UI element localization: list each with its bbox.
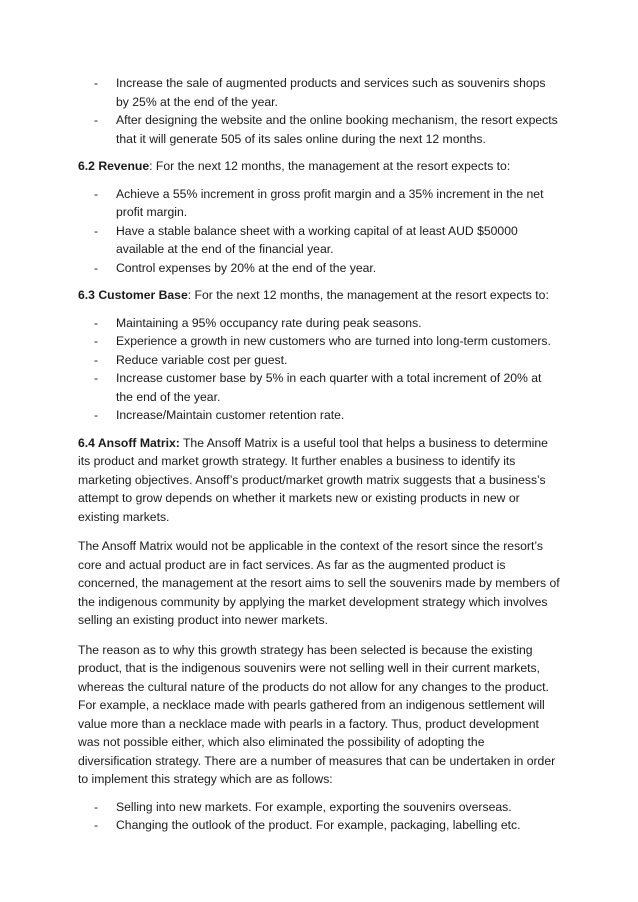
- list-item: [78, 816, 560, 835]
- revenue-heading: 6.2 Revenue: [78, 159, 150, 173]
- bullet-dash: -: [94, 186, 99, 201]
- list-item-text: Increase customer base by 5% in each quarter with a total increment of 20% at the end of the year.: [116, 371, 542, 404]
- customer-base-heading: 6.3 Customer Base: [78, 288, 188, 302]
- bullet-list-customer: [78, 314, 560, 425]
- bullet-list-revenue: [78, 185, 560, 278]
- list-item-text: Changing the outlook of the product. For example, packaging, labelling etc.: [116, 818, 521, 832]
- bullet-list-measures: [78, 798, 560, 835]
- list-item-text: Experience a growth in new customers who are turned into long-term customers.: [116, 334, 551, 348]
- bullet-dash: -: [94, 260, 99, 275]
- bullet-dash: -: [94, 223, 99, 238]
- list-item-text: Increase the sale of augmented products and services such as souvenirs shops by 25% at the end of the year.: [116, 76, 546, 109]
- list-item: [78, 259, 560, 278]
- list-item-text: After designing the website and the online booking mechanism, the resort expects that it will generate 505 of its sales online during the next 12 months.: [116, 113, 558, 146]
- revenue-text: : For the next 12 months, the management at the resort expects to:: [149, 159, 511, 173]
- list-item-text: Reduce variable cost per guest.: [116, 352, 288, 367]
- list-item-text: Increase/Maintain customer retention rate.: [116, 408, 345, 422]
- revenue-paragraph: [78, 157, 560, 176]
- bullet-dash: -: [94, 113, 99, 127]
- list-item-text: Maintaining a 95% occupancy rate during peak seasons.: [116, 315, 422, 330]
- document-page: [78, 74, 560, 835]
- customer-base-text: : For the next 12 months, the management at the resort expects to:: [187, 288, 549, 302]
- list-item: [78, 798, 560, 817]
- bullet-dash: -: [94, 818, 99, 832]
- bullet-dash: -: [94, 334, 99, 348]
- bullet-dash: -: [94, 371, 99, 385]
- list-item: [78, 406, 560, 425]
- list-item: [78, 74, 560, 111]
- bullet-dash: -: [94, 799, 99, 814]
- list-item: [78, 332, 560, 351]
- bullet-dash: -: [94, 76, 99, 90]
- list-item: [78, 369, 560, 406]
- bullet-dash: -: [94, 315, 99, 330]
- ansoff-applicability-paragraph: The Ansoff Matrix would not be applicable in the context of the resort since the resort’s core and actual product are in fact services. As far as the augmented product is concerned, the management at the resort aims to sell the souvenirs made by members of the indigenous community by applying the market development strategy which involves selling an existing product into newer markets.: [78, 539, 560, 627]
- customer-base-paragraph: [78, 286, 560, 305]
- list-item-text: Control expenses by 20% at the end of the year.: [116, 260, 377, 275]
- ansoff-text: The Ansoff Matrix is a useful tool that helps a business to determine its product and market growth strategy. It further enables a business to identify its marketing objectives. Ansoff’s product/market growth matrix suggests that a business’s attempt to grow depends on whether it markets new or existing products in new or existing markets.: [78, 435, 548, 524]
- list-item-text: Achieve a 55% increment in gross profit margin and a 35% increment in the net profit margin.: [116, 186, 544, 219]
- list-item: [78, 111, 560, 148]
- ansoff-paragraph: [78, 434, 560, 527]
- bullet-dash: -: [94, 408, 99, 422]
- list-item: [78, 314, 560, 333]
- list-item: [78, 185, 560, 222]
- bullet-list-sales: [78, 74, 560, 148]
- strategy-reason-paragraph: The reason as to why this growth strategy has been selected is because the existing product, that is the indigenous souvenirs were not selling well in their current markets, whereas the cultural nature of the products do not allow for any changes to the product. For example, a necklace made with pearls gathered from an indigenous settlement will value more than a necklace made with pearls in a factory. Thus, product development was not possible either, which also eliminated the possibility of adopting the diversification strategy. There are a number of measures that can be undertaken in order to implement this strategy which are as follows:: [78, 642, 556, 786]
- list-item-text: Selling into new markets. For example, exporting the souvenirs overseas.: [116, 799, 512, 814]
- list-item: [78, 351, 560, 370]
- list-item: [78, 222, 560, 259]
- ansoff-heading: 6.4 Ansoff Matrix:: [78, 435, 180, 450]
- list-item-text: Have a stable balance sheet with a working capital of at least AUD $50000 available at the end of the financial year.: [116, 223, 518, 256]
- bullet-dash: -: [94, 352, 99, 367]
